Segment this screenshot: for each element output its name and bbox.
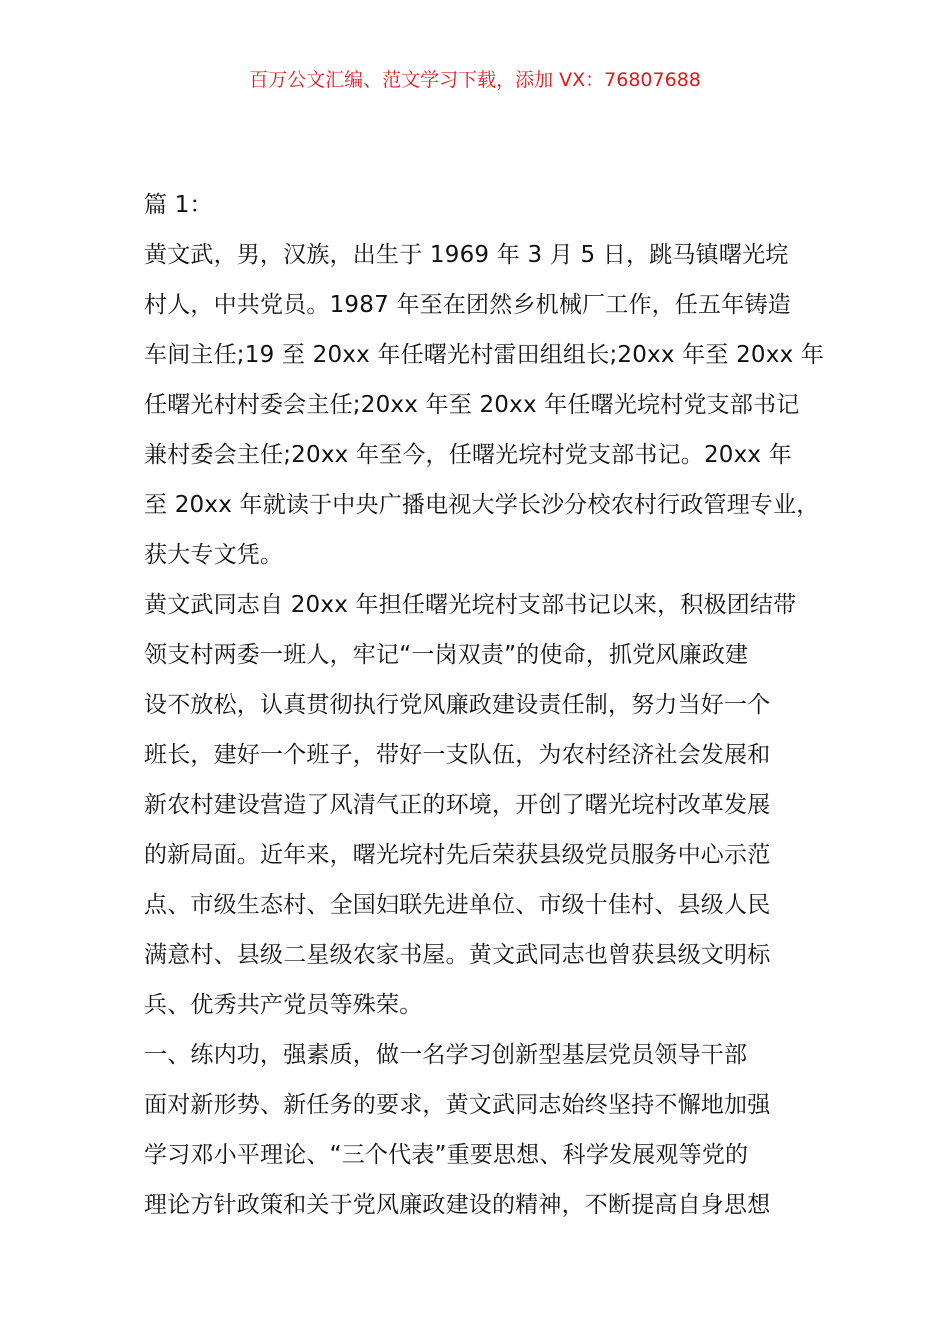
paragraph-line: 任曙光村村委会主任;20xx 年至 20xx 年任曙光垸村党支部书记	[144, 392, 800, 418]
paragraph-line: 面对新形势、新任务的要求，黄文武同志始终坚持不懈地加强	[144, 1092, 771, 1118]
paragraph-line: 兼村委会主任;20xx 年至今，任曙光垸村党支部书记。20xx 年	[144, 442, 792, 468]
paragraph-line: 设不放松，认真贯彻执行党风廉政建设责任制，努力当好一个	[144, 692, 771, 718]
paragraph-line: 的新局面。近年来，曙光垸村先后荣获县级党员服务中心示范	[144, 842, 771, 868]
paragraph-line: 班长，建好一个班子，带好一支队伍，为农村经济社会发展和	[144, 742, 771, 768]
section-heading: 篇 1：	[144, 192, 213, 218]
paragraph-line: 黄文武，男，汉族，出生于 1969 年 3 月 5 日，跳马镇曙光垸	[144, 242, 789, 268]
document-body	[144, 180, 834, 1230]
paragraph-line: 满意村、县级二星级农家书屋。黄文武同志也曾获县级文明标	[144, 942, 771, 968]
paragraph-line: 黄文武同志自 20xx 年担任曙光垸村支部书记以来，积极团结带	[144, 592, 797, 618]
paragraph-line: 获大专文凭。	[144, 542, 284, 568]
subsection-heading: 一、练内功，强素质，做一名学习创新型基层党员领导干部	[144, 1042, 748, 1068]
paragraph-line: 车间主任;19 至 20xx 年任曙光村雷田组组长;20xx 年至 20xx 年	[144, 342, 825, 368]
paragraph-line: 点、市级生态村、全国妇联先进单位、市级十佳村、县级人民	[144, 892, 771, 918]
paragraph-line: 新农村建设营造了风清气正的环境，开创了曙光垸村改革发展	[144, 792, 771, 818]
paragraph-line: 至 20xx 年就读于中央广播电视大学长沙分校农村行政管理专业，	[144, 492, 820, 518]
header-watermark-text: 百万公文汇编、范文学习下载，添加 VX：76807688	[249, 69, 701, 91]
paragraph-line: 村人，中共党员。1987 年至在团然乡机械厂工作，任五年铸造	[144, 292, 791, 318]
paragraph-line: 兵、优秀共产党员等殊荣。	[144, 992, 423, 1018]
paragraph-line: 理论方针政策和关于党风廉政建设的精神，不断提高自身思想	[144, 1192, 771, 1218]
paragraph-line: 领支村两委一班人，牢记“一岗双责”的使命，抓党风廉政建	[144, 642, 749, 668]
paragraph-line: 学习邓小平理论、“三个代表”重要思想、科学发展观等党的	[144, 1142, 749, 1168]
